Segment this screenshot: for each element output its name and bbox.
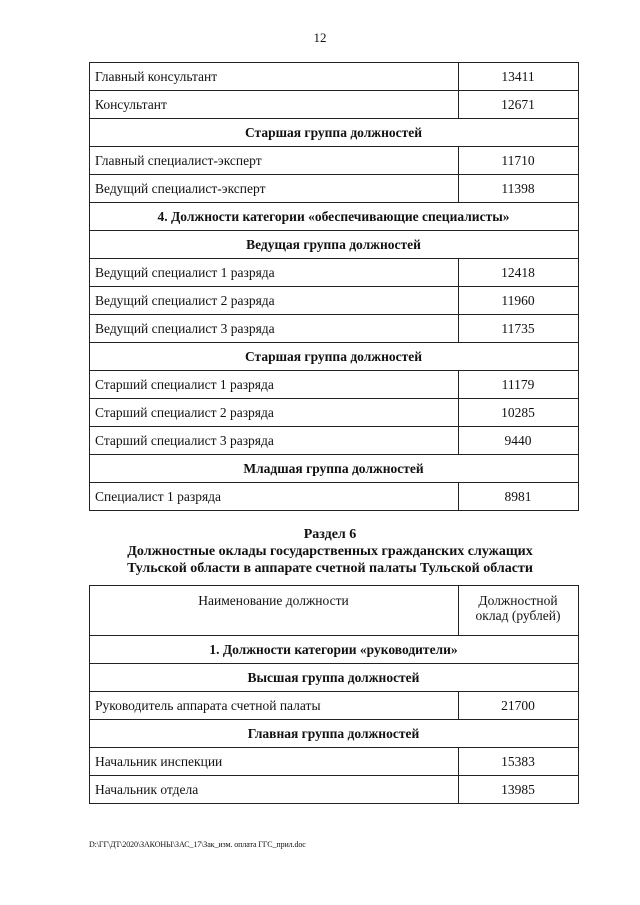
salary-value: 21700 <box>459 692 579 720</box>
salary-value: 13411 <box>459 63 579 91</box>
table-row <box>90 147 579 175</box>
group-heading: Ведущая группа должностей <box>90 231 579 259</box>
group-heading: 1. Должности категории «руководители» <box>90 636 579 664</box>
table-row <box>90 483 579 511</box>
position-name: Старший специалист 1 разряда <box>90 371 459 399</box>
header-salary <box>459 586 579 636</box>
header-salary-line-1: Должностной <box>478 593 558 608</box>
salary-value: 9440 <box>459 427 579 455</box>
table-row <box>90 175 579 203</box>
section-heading <box>60 526 600 577</box>
table-row <box>90 427 579 455</box>
position-name: Ведущий специалист 3 разряда <box>90 315 459 343</box>
table-row <box>90 259 579 287</box>
table-row <box>90 399 579 427</box>
position-name: Главный специалист-эксперт <box>90 147 459 175</box>
salary-value: 12418 <box>459 259 579 287</box>
salary-value: 11398 <box>459 175 579 203</box>
group-heading-row <box>90 720 579 748</box>
salary-value: 10285 <box>459 399 579 427</box>
salary-value: 11710 <box>459 147 579 175</box>
position-name: Начальник отдела <box>90 776 459 804</box>
position-name: Специалист 1 разряда <box>90 483 459 511</box>
group-heading: Старшая группа должностей <box>90 343 579 371</box>
salary-value: 13985 <box>459 776 579 804</box>
position-name: Ведущий специалист 2 разряда <box>90 287 459 315</box>
table-row <box>90 371 579 399</box>
salary-value: 12671 <box>459 91 579 119</box>
section-title: Раздел 6 <box>303 527 357 542</box>
header-position-name: Наименование должности <box>90 586 459 636</box>
table-row <box>90 748 579 776</box>
salary-table-continued <box>89 62 579 511</box>
group-heading: Старшая группа должностей <box>90 119 579 147</box>
group-heading-row <box>90 343 579 371</box>
section-subtitle-line-1: Должностные оклады государственных гражданских служащих <box>127 544 533 559</box>
table-header-row <box>90 586 579 636</box>
group-heading: Главная группа должностей <box>90 720 579 748</box>
table-row <box>90 287 579 315</box>
salary-value: 11179 <box>459 371 579 399</box>
footer-file-path: D:\ГГ\ДТ\2020\ЗАКОНЫ\ЗАС_17\Зак_изм. оплата ГГС_прил.doc <box>89 840 306 849</box>
group-heading: Младшая группа должностей <box>90 455 579 483</box>
salary-value: 11960 <box>459 287 579 315</box>
group-heading: 4. Должности категории «обеспечивающие специалисты» <box>90 203 579 231</box>
section-subtitle-line-2: Тульской области в аппарате счетной палаты Тульской области <box>127 561 533 576</box>
position-name: Старший специалист 2 разряда <box>90 399 459 427</box>
group-heading-row <box>90 636 579 664</box>
salary-value: 15383 <box>459 748 579 776</box>
group-heading-row <box>90 231 579 259</box>
group-heading-row <box>90 664 579 692</box>
page-number: 12 <box>313 30 327 45</box>
table-row <box>90 63 579 91</box>
position-name: Консультант <box>90 91 459 119</box>
salary-table-body <box>90 636 579 804</box>
group-heading-row <box>90 455 579 483</box>
position-name: Начальник инспекции <box>90 748 459 776</box>
position-name: Ведущий специалист 1 разряда <box>90 259 459 287</box>
salary-value: 8981 <box>459 483 579 511</box>
salary-value: 11735 <box>459 315 579 343</box>
table-row <box>90 91 579 119</box>
table-row <box>90 776 579 804</box>
table-row <box>90 692 579 720</box>
header-salary-line-2: оклад (рублей) <box>475 608 561 623</box>
position-name: Руководитель аппарата счетной палаты <box>90 692 459 720</box>
position-name: Главный консультант <box>90 63 459 91</box>
salary-table-section-6 <box>89 585 579 804</box>
position-name: Ведущий специалист-эксперт <box>90 175 459 203</box>
salary-table-body <box>90 63 579 511</box>
position-name: Старший специалист 3 разряда <box>90 427 459 455</box>
group-heading-row <box>90 203 579 231</box>
group-heading-row <box>90 119 579 147</box>
table-row <box>90 315 579 343</box>
group-heading: Высшая группа должностей <box>90 664 579 692</box>
